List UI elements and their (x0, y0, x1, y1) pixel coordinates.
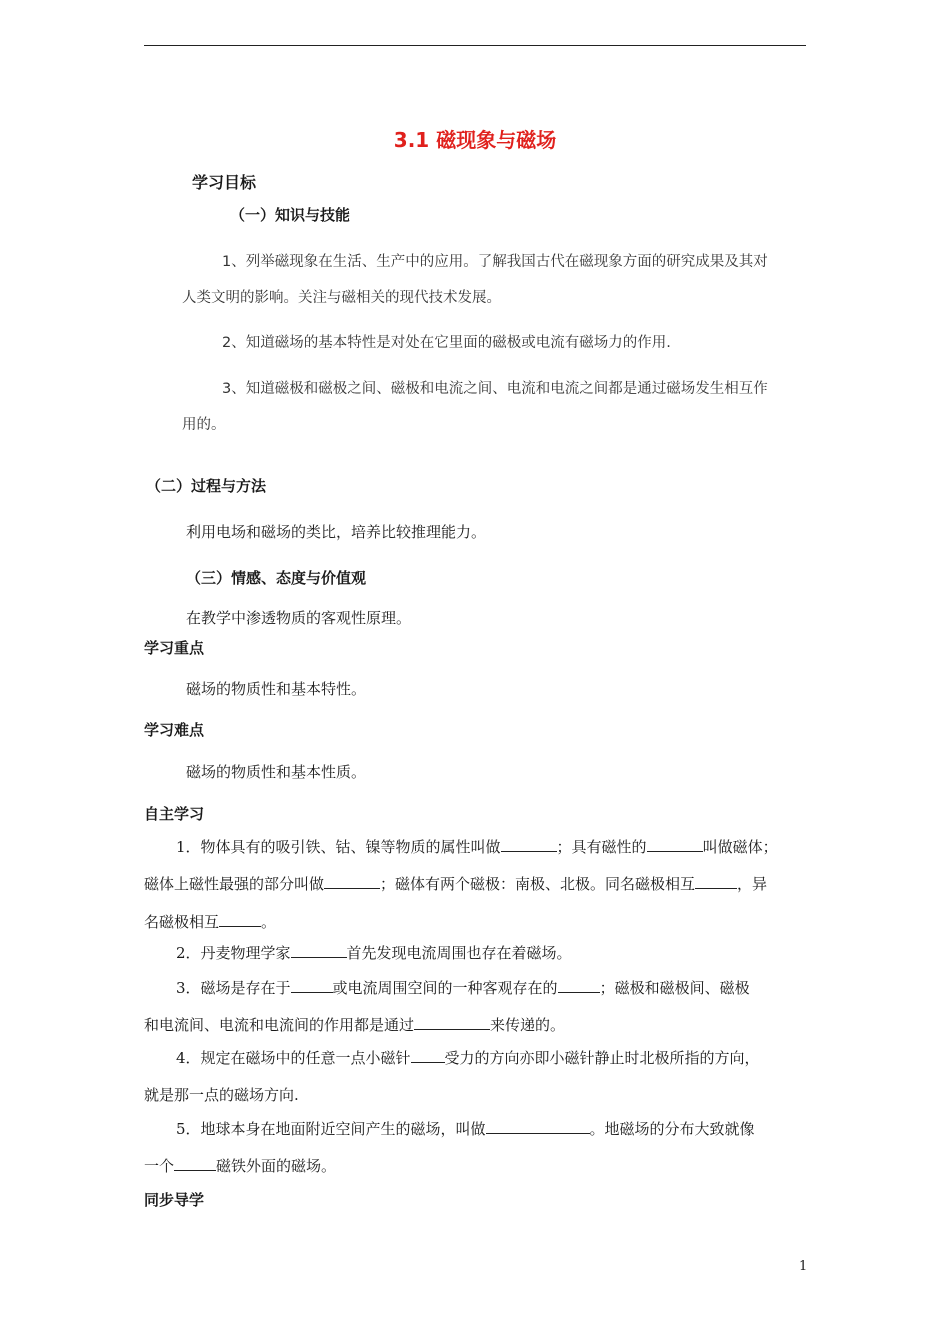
focus-heading: 学习重点 (144, 639, 205, 657)
answer-blank[interactable] (174, 1156, 216, 1171)
question-3-line-1: 3．磁场是存在于 或电流周围空间的一种客观存在的 ；磁极和磁极间、磁极 (176, 979, 750, 997)
knowledge-item-1-line-2: 人类文明的影响。关注与磁相关的现代技术发展。 (182, 290, 501, 306)
question-2: 2．丹麦物理学家 首先发现电流周围也存在着磁场。 (176, 944, 572, 962)
answer-blank[interactable] (324, 874, 380, 889)
question-3-line-2: 和电流间、电流和电流间的作用都是通过 来传递的。 (144, 1016, 566, 1034)
answer-blank[interactable] (414, 1015, 490, 1030)
question-1-line-1: 1．物体具有的吸引铁、钴、镍等物质的属性叫做 ；具有磁性的 叫做磁体； (176, 838, 778, 856)
answer-blank[interactable] (291, 943, 347, 958)
header-rule (144, 45, 806, 46)
sync-guide-heading: 同步导学 (144, 1191, 205, 1209)
knowledge-heading: （一）知识与技能 (230, 206, 351, 224)
focus-text: 磁场的物质性和基本特性。 (186, 680, 367, 698)
knowledge-item-3-line-1: 3、知道磁极和磁极之间、磁极和电流之间、电流和电流之间都是通过磁场发生相互作 (222, 381, 768, 397)
knowledge-item-3-line-2: 用的。 (182, 417, 226, 433)
knowledge-item-2: 2、知道磁场的基本特性是对处在它里面的磁极或电流有磁场力的作用. (222, 335, 671, 351)
objectives-heading: 学习目标 (192, 173, 257, 192)
answer-blank[interactable] (486, 1119, 590, 1134)
answer-blank[interactable] (647, 837, 703, 852)
answer-blank[interactable] (219, 912, 261, 927)
question-5-line-1: 5．地球本身在地面附近空间产生的磁场，叫做 。地磁场的分布大致就像 (176, 1120, 755, 1138)
question-1-line-2: 磁体上磁性最强的部分叫做 ；磁体有两个磁极：南极、北极。同名磁极相互 ，异 (144, 875, 768, 893)
page-title: 3.1 磁现象与磁场 (393, 128, 557, 152)
answer-blank[interactable] (291, 978, 333, 993)
answer-blank[interactable] (501, 837, 557, 852)
emotion-text: 在教学中渗透物质的客观性原理。 (186, 609, 412, 627)
answer-blank[interactable] (695, 874, 737, 889)
difficulty-text: 磁场的物质性和基本性质。 (186, 763, 367, 781)
process-text: 利用电场和磁场的类比，培养比较推理能力。 (186, 523, 487, 541)
question-5-line-2: 一个 磁铁外面的磁场。 (144, 1157, 337, 1175)
knowledge-item-1-line-1: 1、列举磁现象在生活、生产中的应用。了解我国古代在磁现象方面的研究成果及其对 (222, 254, 768, 270)
difficulty-heading: 学习难点 (144, 721, 205, 739)
question-4-line-1: 4．规定在磁场中的任意一点小磁针 受力的方向亦即小磁针静止时北极所指的方向， (176, 1049, 760, 1067)
emotion-heading: （三）情感、态度与价值观 (186, 569, 367, 587)
process-heading: （二）过程与方法 (146, 477, 267, 495)
question-1-line-3: 名磁极相互 。 (144, 913, 277, 931)
answer-blank[interactable] (558, 978, 600, 993)
page-number: 1 (799, 1259, 808, 1274)
self-study-heading: 自主学习 (144, 805, 205, 823)
question-4-line-2: 就是那一点的磁场方向. (144, 1086, 299, 1104)
answer-blank[interactable] (411, 1048, 445, 1063)
